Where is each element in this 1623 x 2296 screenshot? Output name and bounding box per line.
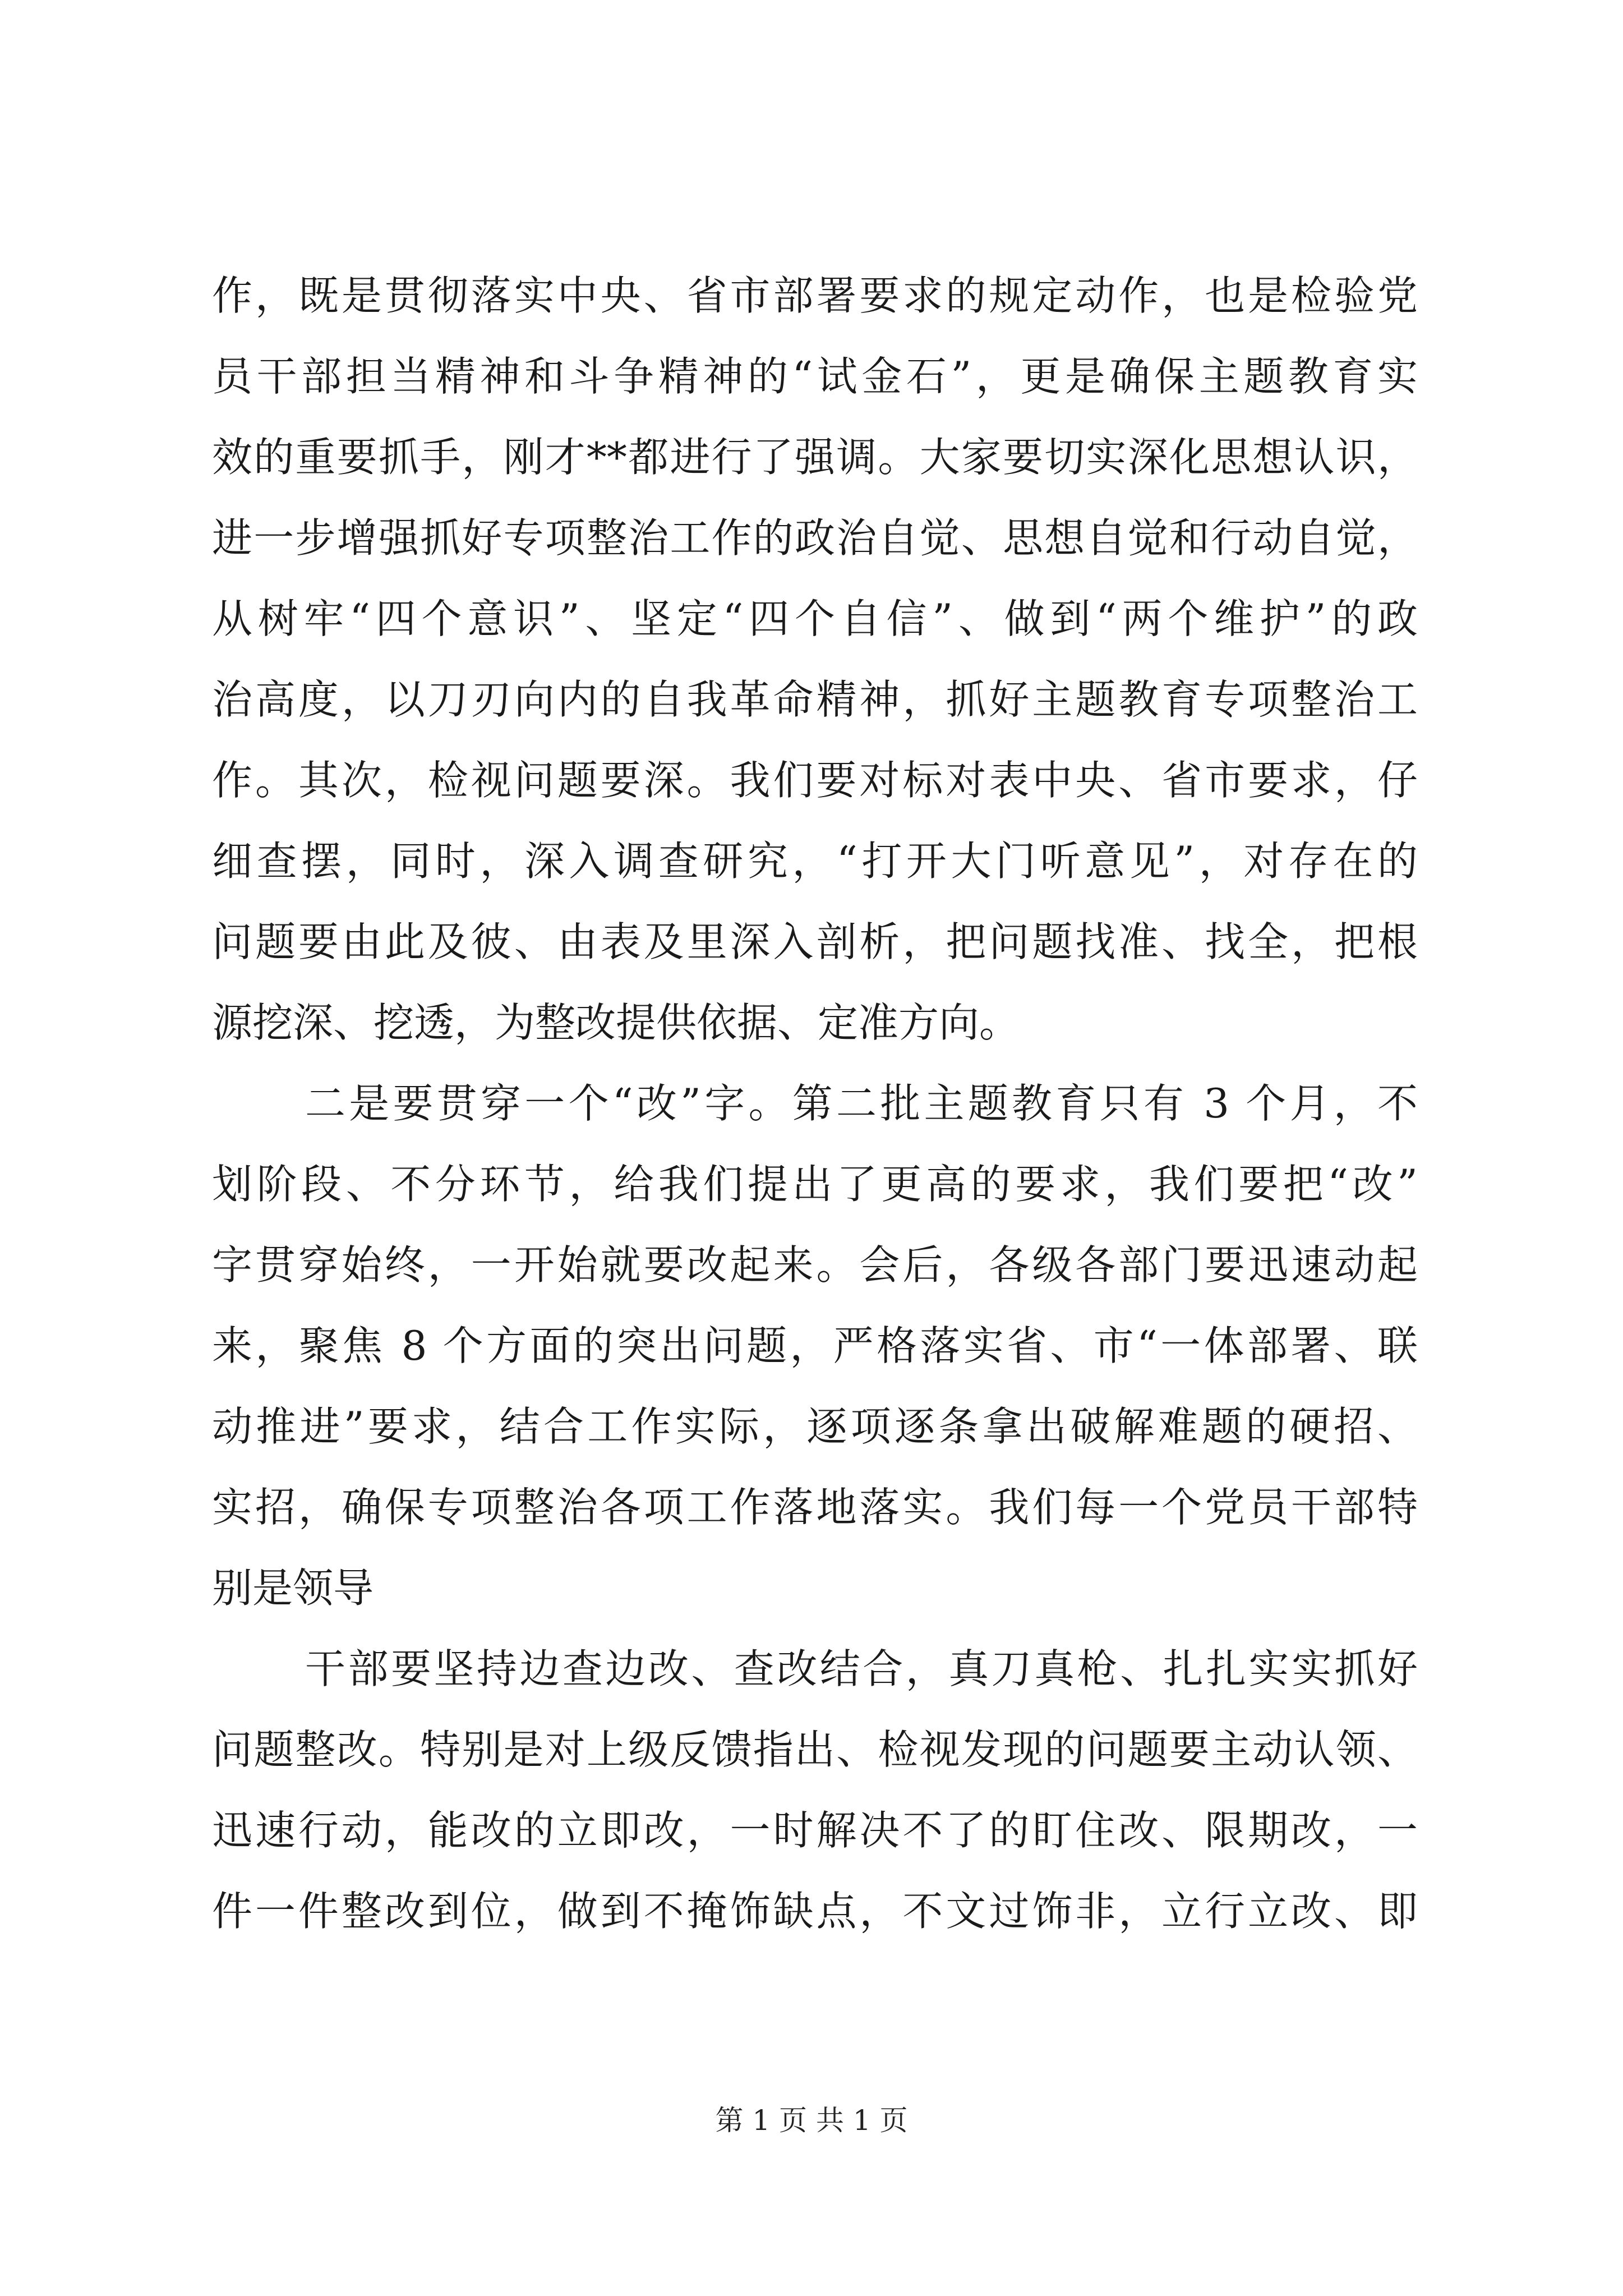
text-line: 划阶段、不分环节，给我们提出了更高的要求，我们要把“改” (212, 1161, 1418, 1208)
text-line: 来，聚焦 8 个方面的突出问题，严格落实省、市“一体部署、联 (212, 1322, 1418, 1369)
text-line: 作。其次，检视问题要深。我们要对标对表中央、省市要求，仔 (212, 757, 1418, 804)
text-line: 治高度，以刀刃向内的自我革命精神，抓好主题教育专项整治工 (212, 676, 1418, 723)
text-line: 干部要坚持边查边改、查改结合，真刀真枪、扎扎实实抓好 (305, 1645, 1418, 1692)
page-footer (0, 2101, 1623, 2140)
paragraph-1 (212, 255, 1418, 1063)
text-line: 动推进”要求，结合工作实际，逐项逐条拿出破解难题的硬招、 (212, 1403, 1418, 1450)
text-line: 从树牢“四个意识”、坚定“四个自信”、做到“两个维护”的政 (212, 595, 1418, 642)
text-line: 效的重要抓手，刚才**都进行了强调。大家要切实深化思想认识， (212, 434, 1418, 481)
text-line: 迅速行动，能改的立即改，一时解决不了的盯住改、限期改，一 (212, 1807, 1418, 1854)
text-line: 字贯穿始终，一开始就要改起来。会后，各级各部门要迅速动起 (212, 1241, 1418, 1289)
document-body (212, 255, 1418, 1952)
paragraph-2 (212, 1063, 1418, 1628)
page-number: 第 1 页 共 1 页 (715, 2104, 908, 2137)
text-line: 作，既是贯彻落实中央、省市部署要求的规定动作，也是检验党 (212, 272, 1418, 319)
text-line: 问题整改。特别是对上级反馈指出、检视发现的问题要主动认领、 (212, 1726, 1418, 1773)
text-line: 实招，确保专项整治各项工作落地落实。我们每一个党员干部特 (212, 1484, 1418, 1531)
text-line: 源挖深、挖透，为整改提供依据、定准方向。 (212, 999, 1020, 1046)
text-line: 员干部担当精神和斗争精神的“试金石”，更是确保主题教育实 (212, 353, 1418, 400)
text-line: 别是领导 (212, 1565, 374, 1612)
text-line: 细查摆，同时，深入调查研究，“打开大门听意见”，对存在的 (212, 838, 1418, 885)
text-line: 件一件整改到位，做到不掩饰缺点，不文过饰非，立行立改、即 (212, 1888, 1418, 1935)
text-line: 问题要由此及彼、由表及里深入剖析，把问题找准、找全，把根 (212, 918, 1418, 965)
paragraph-3 (212, 1628, 1418, 1952)
text-line: 二是要贯穿一个“改”字。第二批主题教育只有 3 个月，不 (305, 1080, 1418, 1127)
text-line: 进一步增强抓好专项整治工作的政治自觉、思想自觉和行动自觉， (212, 514, 1418, 562)
